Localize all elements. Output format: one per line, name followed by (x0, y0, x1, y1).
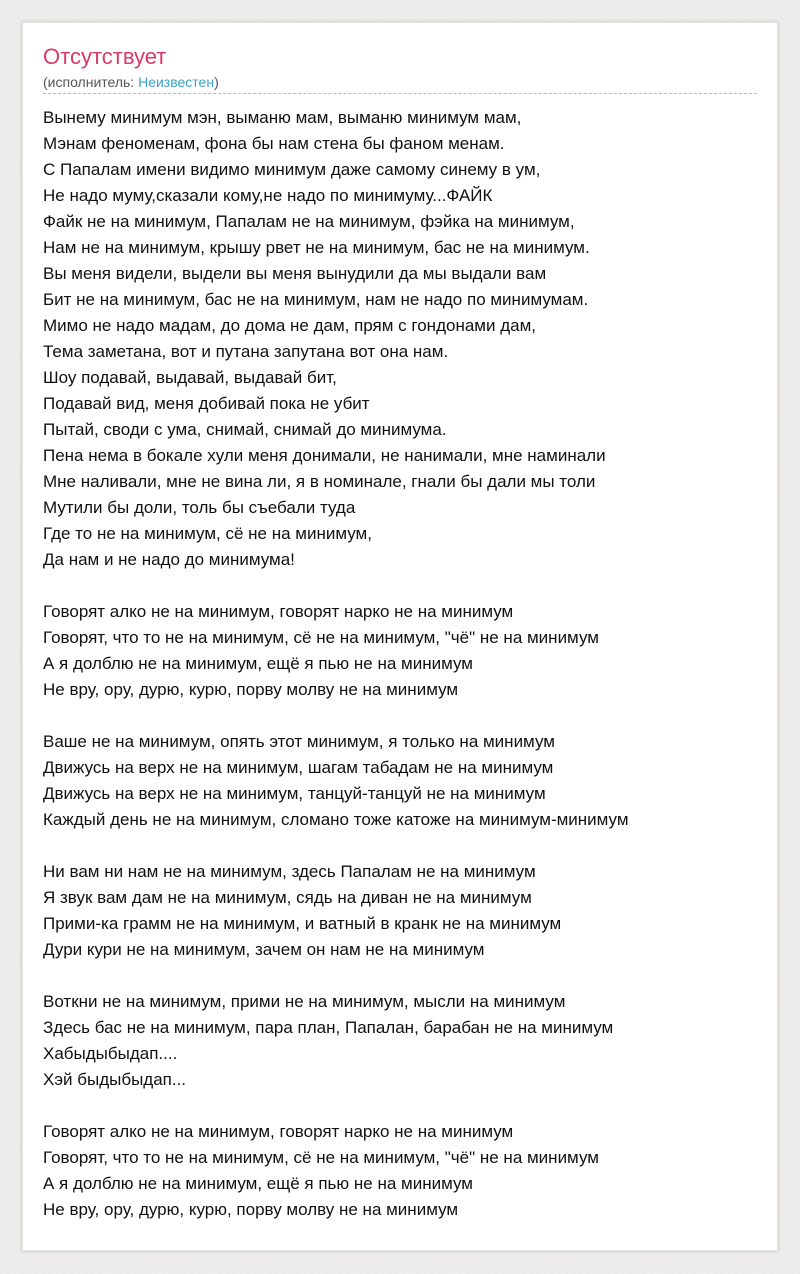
lyrics-line: Движусь на верх не на минимум, шагам табадам не на минимум (43, 758, 554, 777)
lyrics-line: Говорят алко не на минимум, говорят нарко не на минимум (43, 602, 514, 621)
artist-link[interactable]: Неизвестен (138, 74, 215, 90)
artist-line (43, 73, 219, 91)
lyrics-line: Да нам и не надо до минимума! (43, 550, 295, 569)
lyrics-line: Нам не на минимум, крышу рвет не на минимум, бас не на минимум. (43, 238, 590, 257)
lyrics-line: Воткни не на минимум, прими не на минимум, мысли на минимум (43, 992, 566, 1011)
lyrics-line: Бит не на минимум, бас не на минимум, нам не надо по минимумам. (43, 290, 589, 309)
lyrics-line: Пена нема в бокале хули меня донимали, не нанимали, мне наминали (43, 446, 606, 465)
lyrics-line: Тема заметана, вот и путана запутана вот она нам. (43, 342, 449, 361)
lyrics-line: Не вру, ору, дурю, курю, порву молву не на минимум (43, 680, 459, 699)
lyrics-line: Говорят, что то не на минимум, сё не на минимум, "чё" не на минимум (43, 1148, 599, 1167)
lyrics-line: Каждый день не на минимум, сломано тоже катоже на минимум-минимум (43, 810, 629, 829)
lyrics-line: Где то не на минимум, сё не на минимум, (43, 524, 372, 543)
lyrics-line: Пытай, своди с ума, снимай, снимай до минимума. (43, 420, 447, 439)
lyrics-line: Подавай вид, меня добивай пока не убит (43, 394, 370, 413)
lyrics-line: Мимо не надо мадам, до дома не дам, прям с гондонами дам, (43, 316, 536, 335)
lyrics-line: Не вру, ору, дурю, курю, порву молву не на минимум (43, 1200, 459, 1219)
lyrics-line: Говорят алко не на минимум, говорят нарко не на минимум (43, 1122, 514, 1141)
lyrics-line: Не надо муму,сказали кому,не надо по минимуму...ФАЙК (43, 186, 493, 205)
lyrics-line: Говорят, что то не на минимум, сё не на минимум, "чё" не на минимум (43, 628, 599, 647)
lyrics-card (22, 22, 778, 1251)
lyrics-line: Вынему минимум мэн, выманю мам, выманю минимум мам, (43, 108, 522, 127)
lyrics-line: А я долблю не на минимум, ещё я пью не на минимум (43, 1174, 473, 1193)
lyrics-line: Шоу подавай, выдавай, выдавай бит, (43, 368, 337, 387)
lyrics-line: Мэнам феноменам, фона бы нам стена бы фаном менам. (43, 134, 505, 153)
lyrics-line: Прими-ка грамм не на минимум, и ватный в кранк не на минимум (43, 914, 562, 933)
lyrics-stanza (43, 989, 763, 1093)
lyrics-stanza (43, 599, 763, 703)
lyrics-line: Хабыдыбыдап.... (43, 1044, 178, 1063)
lyrics-line: Здесь бас не на минимум, пара план, Папалан, барабан не на минимум (43, 1018, 614, 1037)
lyrics-line: Дури кури не на минимум, зачем он нам не на минимум (43, 940, 485, 959)
lyrics-stanza (43, 1119, 763, 1223)
lyrics-line: Ни вам ни нам не на минимум, здесь Папалам не на минимум (43, 862, 536, 881)
lyrics-stanza (43, 729, 763, 833)
lyrics-line: Я звук вам дам не на минимум, сядь на диван не на минимум (43, 888, 532, 907)
artist-prefix: (исполнитель: (43, 74, 139, 90)
lyrics-line: А я долблю не на минимум, ещё я пью не на минимум (43, 654, 473, 673)
lyrics-line: Мутили бы доли, толь бы съебали туда (43, 498, 356, 517)
lyrics-line: С Папалам имени видимо минимум даже самому синему в ум, (43, 160, 541, 179)
song-title: Отсутствует (43, 44, 167, 69)
lyrics-body (43, 105, 763, 1223)
lyrics-stanza (43, 859, 763, 963)
title-divider (43, 93, 757, 94)
lyrics-line: Хэй быдыбыдап... (43, 1070, 187, 1089)
lyrics-line: Мне наливали, мне не вина ли, я в номинале, гнали бы дали мы толи (43, 472, 596, 491)
lyrics-line: Ваше не на минимум, опять этот минимум, я только на минимум (43, 732, 555, 751)
lyrics-line: Вы меня видели, выдели вы меня вынудили да мы выдали вам (43, 264, 547, 283)
artist-suffix: ) (214, 74, 219, 90)
lyrics-line: Движусь на верх не на минимум, танцуй-танцуй не на минимум (43, 784, 546, 803)
lyrics-stanza (43, 105, 763, 573)
lyrics-line: Файк не на минимум, Папалам не на минимум, фэйка на минимум, (43, 212, 575, 231)
